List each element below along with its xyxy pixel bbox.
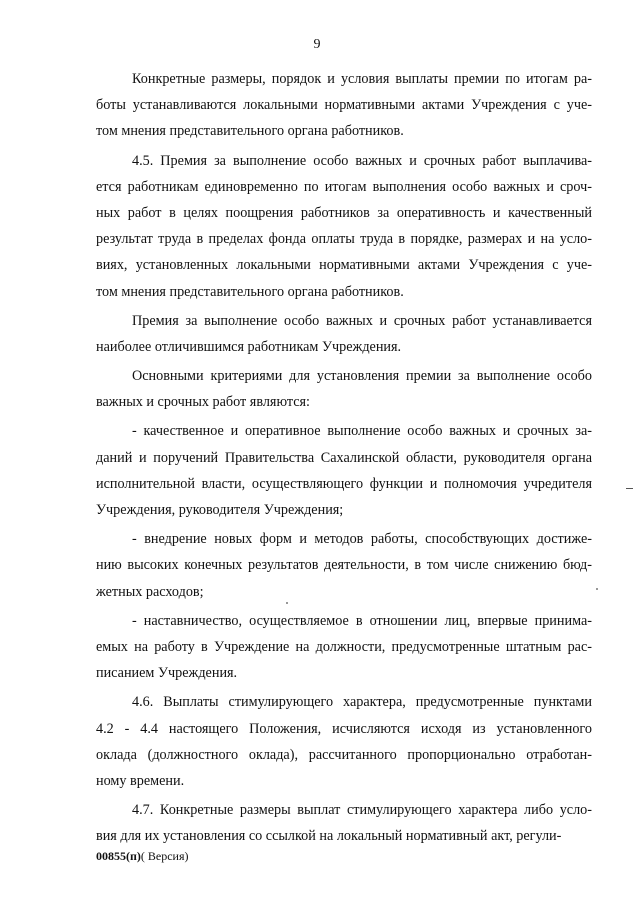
paragraph [96,363,592,415]
text-line: том мнения представительного органа работников. [96,283,404,300]
paragraph [96,66,592,145]
text-line: писанием Учреждения. [96,665,238,682]
text-line: результат труда в пределах фонда оплаты труда в порядке, размерах и на усло- [96,231,592,248]
paragraph [96,308,592,360]
text-line: Конкретные размеры, порядок и условия выплаты премии по итогам ра- [132,71,592,87]
text-line: наиболее отличившимся работникам Учреждения. [96,338,402,355]
text-line: - наставничество, осуществляемое в отношении лиц, впервые принима- [132,612,592,629]
text-line: оклада (должностного оклада), рассчитанного пропорционально отработан- [96,746,592,763]
paragraph [96,608,592,687]
document-footer [96,848,189,864]
paragraph [96,148,592,305]
text-line: важных и срочных работ являются: [96,394,310,411]
text-line: вия для их установления со ссылкой на локальный нормативный акт, регули- [96,828,562,845]
text-line: жетных расходов; [96,583,204,600]
text-line: емых на работу в Учреждение на должности, предусмотренные штатным рас- [96,638,592,655]
text-line: ется работникам единовременно по итогам выполнения особо важных и сроч- [96,178,592,195]
text-line: - качественное и оперативное выполнение особо важных и срочных за- [132,423,592,440]
text-line: нию высоких конечных результатов деятельности, в том числе снижению бюд- [96,557,592,574]
text-line: - внедрение новых форм и методов работы, способствующих достиже- [132,531,592,548]
text-line: Основными критериями для установления премии за выполнение особо [132,368,592,385]
scan-speck [286,602,288,604]
paragraph [96,418,592,523]
text-line: даний и поручений Правительства Сахалинской области, руководителя органа [96,449,592,466]
footer-label: ( Версия) [140,849,189,863]
text-line: 4.6. Выплаты стимулирующего характера, предусмотренные пунктами [132,694,592,711]
page-number: 9 [313,37,321,52]
text-line: Премия за выполнение особо важных и срочных работ устанавливается [132,312,592,329]
text-line: 4.2 - 4.4 настоящего Положения, исчисляются исходя из установленного [96,720,592,737]
scan-speck [596,588,598,590]
text-line: боты устанавливаются локальными нормативными актами Учреждения с уче- [96,97,592,114]
text-line: ному времени. [96,772,185,789]
text-line: том мнения представительного органа работников. [96,123,404,140]
text-line: ных работ в целях поощрения работников за оперативность и качественный [96,204,592,221]
text-line: 4.5. Премия за выполнение особо важных и срочных работ выплачива- [132,152,592,169]
scan-margin-mark [626,488,633,489]
document-body [96,66,592,849]
paragraph [96,526,592,605]
text-line: Учреждения, руководителя Учреждения; [96,502,344,518]
footer-code: 00855(п) [96,849,141,863]
text-line: исполнительной власти, осуществляющего функции и полномочия учредителя [96,475,592,492]
paragraph [96,797,592,849]
text-line: 4.7. Конкретные размеры выплат стимулирующего характера либо усло- [132,802,592,819]
paragraph [96,689,592,794]
text-line: виях, установленных локальными нормативными актами Учреждения с уче- [96,257,592,274]
